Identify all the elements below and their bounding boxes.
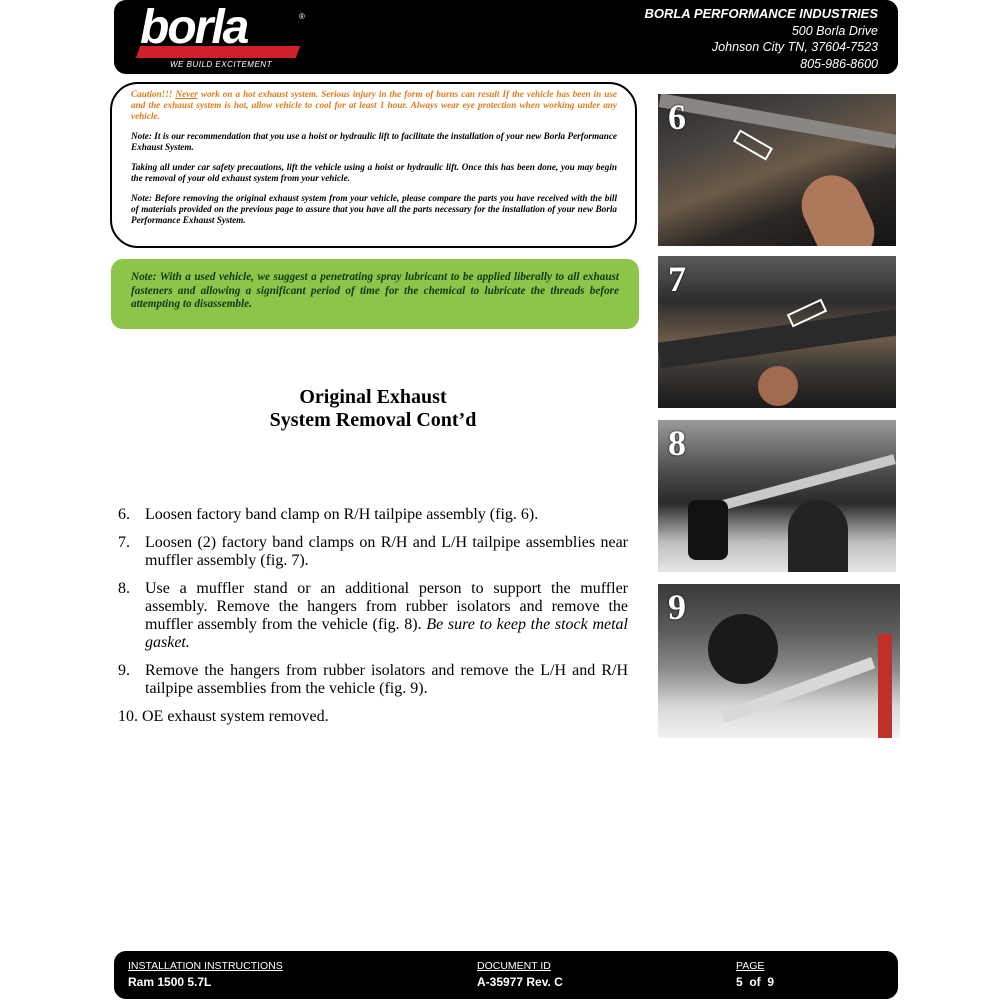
figure-9-photo (658, 584, 900, 738)
step-item (118, 506, 628, 524)
section-title (222, 386, 524, 432)
phone-number: 805-986-8600 (800, 56, 878, 71)
footer-page-number: 5 of 9 (736, 975, 775, 989)
removal-steps-list (118, 506, 628, 736)
safety-note: Taking all under car safety precautions, lift the vehicle using a hoist or hydraulic lift. Once this has been done, you may begin the removal of your old exhaust system from your vehicle. (131, 162, 617, 183)
arm-shape (792, 166, 884, 246)
footer-document (477, 960, 563, 991)
lift-post-shape (878, 634, 892, 738)
address-line-2: Johnson City TN, 37604-7523 (711, 40, 878, 54)
lubricant-note-box: Note: With a used vehicle, we suggest a penetrating spray lubricant to be applied liberally to all exhaust fasteners and allowing a significant period of time for the chemical to lubricate the threads before attempting to disassemble. (111, 259, 639, 329)
tailpipe-shape (659, 94, 896, 149)
logo-registered-mark: ® (299, 12, 305, 21)
step-text: Use a muffler stand or an additional person to support the muffler assembly. Remove the hangers from rubber isolators and remove the muffler assembly from the vehicle (fig. 8). (145, 580, 628, 633)
footer-vehicle: Ram 1500 5.7L (128, 975, 212, 989)
step-item (118, 662, 628, 698)
figure-number: 8 (668, 423, 686, 463)
caution-box (110, 82, 637, 248)
hand-shape (758, 366, 798, 406)
axle-shape (658, 309, 896, 368)
footer-installation (128, 960, 283, 991)
footer-bar (114, 951, 898, 999)
footer-label-page: PAGE (736, 960, 765, 972)
address-line-1: 500 Borla Drive (791, 23, 878, 38)
step-emphasis: Be sure to keep the stock metal gasket. (145, 616, 628, 651)
figure-number: 7 (668, 259, 686, 299)
borla-logo (134, 1, 309, 70)
step-text: OE exhaust system removed. (142, 708, 329, 725)
step-item (118, 708, 628, 726)
caution-paragraph (131, 89, 617, 122)
figure-8-photo (658, 420, 896, 572)
hoist-note: Note: It is our recommendation that you use a hoist or hydraulic lift to facilitate the installation of your new Borla Performance Exhaust System. (131, 131, 617, 152)
company-name: BORLA PERFORMANCE INDUSTRIES (644, 6, 878, 21)
logo-tagline: WE BUILD EXCITEMENT (170, 60, 272, 69)
logo-wordmark: borla (140, 1, 248, 54)
step-item (118, 580, 628, 652)
step-number: 9. (118, 662, 130, 679)
company-info (644, 6, 878, 72)
step-number: 6. (118, 506, 130, 523)
parts-check-note: Note: Before removing the original exhaust system from your vehicle, please compare the parts you have received with the bill of materials provided on the previous page to assure that you have all the parts necessary for the installation of your new Borla Performance Exhaust System. (131, 193, 617, 225)
figure-number: 9 (668, 587, 686, 627)
footer-document-id: A-35977 Rev. C (477, 975, 563, 989)
tire-shape (688, 500, 728, 560)
figure-number: 6 (668, 97, 686, 137)
step-number: 8. (118, 580, 130, 597)
spare-tire-shape (708, 614, 778, 684)
caution-never: Never (175, 89, 198, 99)
step-text: Loosen (2) factory band clamps on R/H and L/H tailpipe assemblies near muffler assembly (fig. 7). (145, 534, 628, 569)
arrow-icon (733, 129, 773, 160)
section-title-line-1: Original Exhaust (299, 386, 447, 408)
footer-label-document-id: DOCUMENT ID (477, 960, 551, 972)
footer-page (736, 960, 774, 991)
footer-label-installation: INSTALLATION INSTRUCTIONS (128, 960, 283, 972)
step-text: Remove the hangers from rubber isolators and remove the L/H and R/H tailpipe assemblies from the vehicle (fig. 9). (145, 662, 628, 697)
step-number: 7. (118, 534, 130, 551)
figure-6-photo (658, 94, 896, 246)
caution-prefix: Caution!!! (131, 89, 176, 99)
section-title-line-2: System Removal Cont’d (269, 409, 477, 431)
step-text: Loosen factory band clamp on R/H tailpipe assembly (fig. 6). (145, 506, 539, 523)
caution-rest: work on a hot exhaust system. Serious injury in the form of burns can result If the vehicle has been in use and the exhaust system is hot, allow vehicle to cool for at least 1 hour. Always wear eye protection when working under any vehicle. (131, 89, 617, 121)
step-item (118, 534, 628, 570)
step-number: 10. (118, 708, 138, 725)
header-bar (114, 0, 898, 74)
mechanic-shape (788, 500, 848, 572)
figure-7-photo (658, 256, 896, 408)
